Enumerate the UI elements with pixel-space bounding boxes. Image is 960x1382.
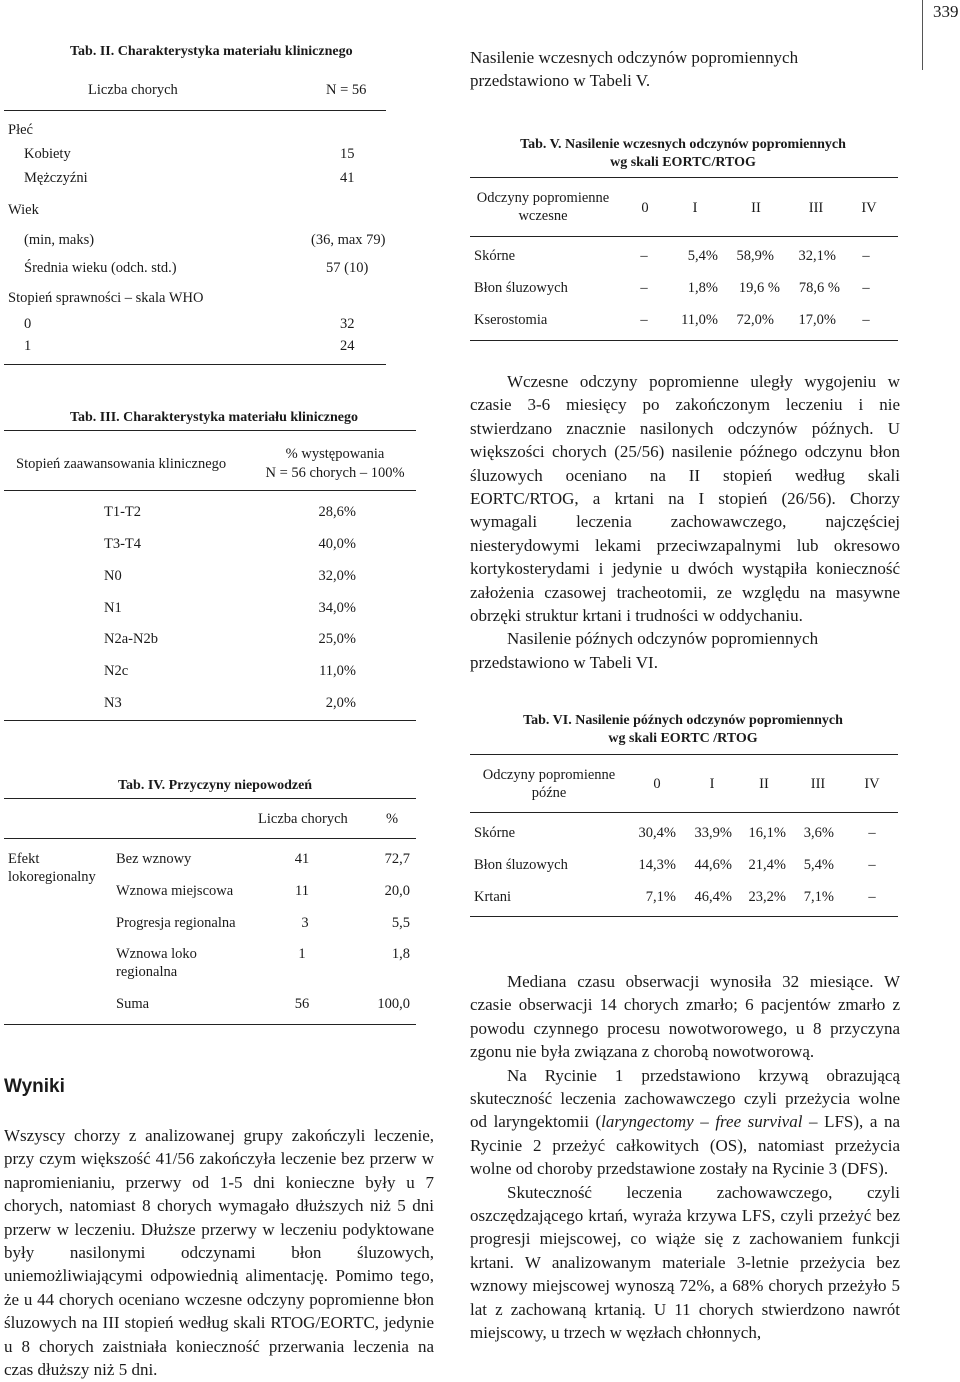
tab3-row-value: 11,0%	[319, 663, 356, 679]
tab5-cell: 11,0%	[681, 312, 718, 328]
right-intro-paragraph: Nasilenie wczesnych odczynów popromiennych przedstawiono w Tabeli V.	[470, 48, 799, 91]
tab2-row-label: Stopień sprawności – skala WHO	[8, 290, 204, 306]
tab6-header-rule	[470, 812, 898, 813]
tab5-cell: 19,6 %	[738, 280, 780, 296]
rycina-text-a: Na Rycinie 1 przedstawiono krzywą obrazującą skuteczność leczenia zachowawczego czyli przeżycia wolne od laryngektomii (	[470, 1065, 900, 1132]
tab5-grade-header: 0	[641, 200, 649, 216]
tab4-row-pct: 1,8	[391, 946, 410, 962]
tab5-cell: –	[640, 248, 648, 264]
tab6-cell: –	[868, 857, 876, 873]
tab4-row-label: Wznowa miejscowa	[116, 883, 234, 899]
tab3-header-pct-line1: % występowania	[285, 446, 385, 462]
tab6-header-col1-line2: późne	[531, 785, 567, 801]
tab6-cell: 33,9%	[694, 825, 732, 841]
tab6-cell: 46,4%	[694, 889, 732, 905]
tab6-header-col1-line1: Odczyny popromienne	[482, 767, 616, 783]
tab5-grade-header: III	[808, 200, 824, 216]
tab6-cell: 7,1%	[645, 889, 676, 905]
tab2-header-label: Liczba chorych	[88, 82, 178, 98]
tab4-bottom-rule	[4, 1024, 416, 1025]
tab2-caption: Tab. II. Charakterystyka materiału klinicznego	[70, 44, 353, 59]
tab4-caption: Tab. IV. Przyczyny niepowodzeń	[118, 778, 313, 793]
tab4-top-rule	[4, 798, 416, 799]
tab6-cell: 5,4%	[803, 857, 834, 873]
tab3-row-value: 34,0%	[318, 600, 356, 616]
tab3-row-label: N3	[104, 695, 122, 711]
tab5-header-col1-line1: Odczyny popromienne	[476, 190, 610, 206]
tab4-row-count: 3	[301, 915, 309, 931]
rycina-text-b: – LFS), a na Rycinie 2 przeżyć całkowitych (OS), natomiast przeżycia wolne od choroby przedstawione zostały na Rycinie 3 (DFS).	[470, 1112, 901, 1179]
tab2-row-label: Średnia wieku (odch. std.)	[24, 260, 177, 276]
tab5-cell: –	[862, 280, 870, 296]
tab2-row-value: 24	[340, 338, 355, 354]
tab4-row-label: Suma	[116, 996, 150, 1012]
tab5-grade-header: II	[751, 200, 761, 216]
tab4-row-label: Bez wznowy	[116, 851, 192, 867]
wyniki-text	[4, 1124, 434, 1381]
page-number-box	[922, 0, 960, 70]
tab6-caption-line1: Tab. VI. Nasilenie późnych odczynów popromiennych	[523, 713, 843, 728]
tab3-header-rule	[4, 490, 416, 491]
tab2-row-label: 1	[24, 338, 32, 354]
tab6-bottom-rule	[470, 916, 898, 917]
tab6-row-label: Krtani	[474, 889, 512, 905]
tab6-cell: 16,1%	[748, 825, 786, 841]
tab2-row-value: 32	[340, 316, 355, 332]
tab2-row-label: Płeć	[8, 122, 33, 138]
tab3-header-stage: Stopień zaawansowania klinicznego	[16, 456, 227, 472]
tab3-row-label: T1-T2	[104, 504, 142, 520]
tab2-row-value: 57 (10)	[326, 260, 369, 276]
tab4-row-count: 11	[295, 883, 309, 899]
tab3-row-label: N2a-N2b	[104, 631, 158, 647]
tab5-cell: –	[640, 280, 648, 296]
tab6-cell: 30,4%	[638, 825, 676, 841]
tab6-cell: 3,6%	[803, 825, 834, 841]
tab3-caption: Tab. III. Charakterystyka materiału klinicznego	[69, 410, 359, 425]
tab2-row-value: 15	[340, 146, 355, 162]
tab3-row-label: N1	[104, 600, 122, 616]
tab5-caption-line1: Tab. V. Nasilenie wczesnych odczynów popromiennych	[520, 137, 846, 152]
tab3-bottom-rule	[4, 720, 416, 721]
tab3-header-pct-line2: N = 56 chorych – 100%	[265, 465, 405, 481]
tab2-row-value: (36, max 79)	[311, 232, 386, 248]
tab3-row-value: 28,6%	[318, 504, 356, 520]
tab6-grade-header: I	[709, 776, 715, 792]
tab6-caption-line2: wg skali EORTC /RTOG	[608, 731, 758, 746]
tab4-row-count: 56	[294, 996, 310, 1012]
tab5-bottom-rule	[470, 340, 898, 341]
tab6-grade-header: III	[810, 776, 826, 792]
tab6-cell: 7,1%	[803, 889, 834, 905]
tab3-row-label: N0	[104, 568, 122, 584]
tab6-cell: 21,4%	[748, 857, 786, 873]
rycina-text-italic: laryngectomy – free survival	[601, 1112, 803, 1132]
tab2-row-label: Kobiety	[24, 146, 71, 162]
right-intro-text	[470, 46, 900, 93]
right-bottom-paragraph-rycina	[470, 1064, 900, 1181]
wyniki-paragraph: Wszyscy chorzy z analizowanej grupy zakończyli leczenie, przy czym większość 41/56 zakończyła leczenie bez przerw w napromienianiu, przerwy od 1-5 dni konieczne były u 7 chorych, natomiast 8 chorych wymagało dłuższych niż 5 dni przerw w leczeniu. Dłuższe przerwy w leczeniu podyktowane były nasilonymi odczynami błon śluzowych, uniemożliwiającymi odpowiednią alimentację. Pomimo tego, że u 44 chorych oceniano wczesne odczyny popromienne błon śluzowych na III stopień według skali RTOG/EORTC, jedynie u 8 chorych zaistniała konieczność przerwania leczenia na czas dłuższy niż 5 dni.	[4, 1126, 434, 1380]
tab4-group-label-line1: Efekt	[8, 851, 40, 867]
right-bottom-text	[470, 970, 900, 1345]
tab6-cell: –	[868, 825, 876, 841]
tab5-cell: 58,9%	[736, 248, 774, 264]
tab3-row-value: 2,0%	[325, 695, 356, 711]
tab2-header-value: N = 56	[326, 82, 367, 98]
tab5-grade-header: I	[692, 200, 698, 216]
tab4-group-label-line2: lokoregionalny	[8, 869, 96, 885]
tab2-row-label: Wiek	[8, 202, 39, 218]
tab5-row-label: Błon śluzowych	[474, 280, 568, 296]
right-mid-paragraph: Wczesne odczyny popromienne uległy wygojeniu w czasie 3-6 miesięcy po zakończonym leczeniu i nie stwierdzano znacznie nasilonych odczynów późnych. U większości chorych (25/56) nasilenie późnego odczynu błon śluzowych oceniano na II stopień według skali EORTC/RTOG, a krtani na I stopień (26/56). Chorzy wymagali leczenia zachowawczego, najczęściej niesterydowymi lekami przeciwzapalnymi lub okresowo kortykosterydami i jedynie u dwóch wystąpiła konieczność założenia czasowej tracheotomii, ze względu na masywne obrzęki struktur krtani i trudności w oddychaniu.	[470, 372, 900, 626]
tab5-grade-header: IV	[861, 200, 877, 216]
tab3-row-value: 40,0%	[318, 536, 356, 552]
tab4-header-count: Liczba chorych	[258, 811, 348, 827]
tab5-header-col1-line2: wczesne	[518, 208, 568, 224]
tab5-cell: 32,1%	[798, 248, 836, 264]
section-heading-wyniki: Wyniki	[4, 1076, 65, 1097]
tab5-header-rule	[470, 236, 898, 237]
tab2-row-value: 41	[340, 170, 355, 186]
right-mid-paragraph: Nasilenie późnych odczynów popromiennych przedstawiono w Tabeli VI.	[470, 629, 819, 672]
tab5-row-label: Kserostomia	[474, 312, 548, 328]
tab2-row-label: (min, maks)	[24, 232, 95, 248]
tab4-row-label: Progresja regionalna	[116, 915, 236, 931]
tab3-row-value: 25,0%	[318, 631, 356, 647]
tab6-cell: –	[868, 889, 876, 905]
tab4-row-pct: 100,0	[377, 996, 410, 1012]
tab4-row-pct: 5,5	[391, 915, 410, 931]
tab6-top-rule	[470, 754, 898, 755]
tab3-row-value: 32,0%	[318, 568, 356, 584]
tab2-row-label: Mężczyźni	[24, 170, 88, 186]
right-bottom-paragraph: Skuteczność leczenia zachowawczego, czyli oszczędzającego krtań, wyraża krzywa LFS, czyli przeżyć bez progresji miejscowej, co wiąże się z zachowaniem funkcji krtani. W analizowanym materiale 3-letnie przeżycia bez wznowy miejscowej wynoszą 72%, a 68% chorych przeżyło 5 lat z zachowaną krtanią. U 11 chorych stwierdzono nawrót miejscowy, u trzech w węzłach chłonnych,	[470, 1182, 900, 1343]
tab6-cell: 23,2%	[748, 889, 786, 905]
right-bottom-paragraph: Mediana czasu obserwacji wynosiła 32 miesiące. W czasie obserwacji 14 chorych zmarło; 6 pacjentów zmarło z powodu czynnego procesu nowotworowego, u 8 przyczyna zgonu nie była związana z chorobą nowotworową.	[470, 972, 900, 1062]
tab6-row-label: Błon śluzowych	[474, 857, 568, 873]
tab5-row-label: Skórne	[474, 248, 516, 264]
tab5-cell: –	[640, 312, 648, 328]
tab3-row-label: T3-T4	[104, 536, 142, 552]
tab4-row-label-line2: regionalna	[116, 964, 178, 980]
tab5-cell: –	[862, 248, 870, 264]
tab6-grade-header: IV	[864, 776, 880, 792]
tab4-row-count: 41	[294, 851, 310, 867]
tab2-bottom-rule	[4, 364, 386, 365]
tab5-caption-line2: wg skali EORTC/RTOG	[610, 155, 756, 170]
tab2-row-label: 0	[24, 316, 32, 332]
tab3-row-label: N2c	[104, 663, 129, 679]
tab5-cell: –	[862, 312, 870, 328]
tab4-row-pct: 72,7	[384, 851, 410, 867]
tab5-cell: 5,4%	[687, 248, 718, 264]
tab5-top-rule	[470, 177, 898, 178]
page-number: 339	[933, 2, 959, 21]
tab5-cell: 17,0%	[798, 312, 836, 328]
tab6-cell: 44,6%	[694, 857, 732, 873]
tab6-grade-header: II	[759, 776, 769, 792]
tab5-cell: 78,6 %	[798, 280, 840, 296]
tab2-header-rule	[4, 110, 386, 111]
tab3-top-rule	[4, 430, 416, 431]
tab4-row-label: Wznowa loko	[116, 946, 197, 962]
tab4-header-pct: %	[386, 811, 399, 827]
tab4-row-count: 1	[298, 946, 306, 962]
tab6-row-label: Skórne	[474, 825, 516, 841]
tab4-header-rule	[4, 838, 416, 839]
tab6-grade-header: 0	[653, 776, 661, 792]
tab6-cell: 14,3%	[638, 857, 676, 873]
tab4-row-pct: 20,0	[384, 883, 410, 899]
tab5-cell: 1,8%	[687, 280, 718, 296]
right-mid-text	[470, 370, 900, 674]
tab5-cell: 72,0%	[736, 312, 774, 328]
